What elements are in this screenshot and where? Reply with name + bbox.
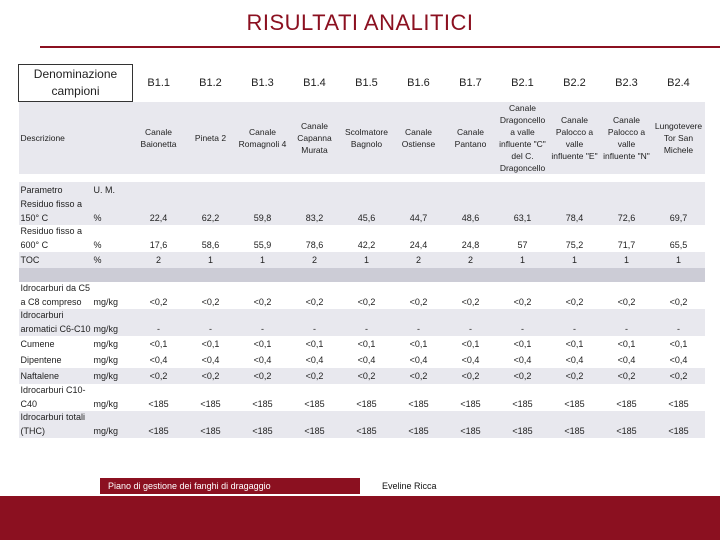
parameter-label-line1: Idrocarburi da C5 <box>19 282 93 295</box>
value-cell: <185 <box>653 424 705 438</box>
parameter-label: Naftalene <box>19 368 93 384</box>
value-cell: <185 <box>445 397 497 411</box>
value-cell: <185 <box>497 397 549 411</box>
band-cell <box>19 268 705 282</box>
value-cell: - <box>497 322 549 336</box>
value-cell: - <box>133 322 185 336</box>
value-cell: <0,4 <box>393 352 445 368</box>
sample-description-cell: Canale Palocco a valle influente "E" <box>549 102 601 174</box>
parameter-label-line2: aromatici C6-C10 <box>20 323 91 334</box>
parameter-label-line1: Idrocarburi C10- <box>19 384 93 397</box>
sample-id-cell: B1.2 <box>185 65 237 102</box>
value-cell: <0,2 <box>601 295 653 309</box>
parameter-row <box>19 384 705 397</box>
parameter-label-line2: C40 <box>19 397 93 411</box>
value-cell: <0,2 <box>185 368 237 384</box>
value-cell: <0,2 <box>341 368 393 384</box>
sample-description-cell: Canale Baionetta <box>133 102 185 174</box>
value-cell: 57 <box>497 238 549 252</box>
sample-description-cell: Canale Ostiense <box>393 102 445 174</box>
footer-project-title: Piano di gestione dei fanghi di dragaggio <box>100 478 360 494</box>
value-cell: - <box>653 322 705 336</box>
row-spacer <box>93 309 705 322</box>
value-cell: <0,4 <box>185 352 237 368</box>
parameter-label-line2: a C8 compreso <box>19 295 93 309</box>
value-cell: <0,2 <box>393 295 445 309</box>
parameter-unit: mg/kg <box>93 352 133 368</box>
value-cell: 17,6 <box>133 238 185 252</box>
parameter-row <box>19 225 705 238</box>
value-cell: 22,4 <box>133 211 185 225</box>
value-cell: <185 <box>341 397 393 411</box>
sample-name-row <box>19 65 705 102</box>
value-cell: <0,1 <box>185 336 237 352</box>
sample-id-cell: B1.3 <box>237 65 289 102</box>
value-cell: 75,2 <box>549 238 601 252</box>
parameter-row-values <box>19 424 705 438</box>
value-cell: 69,7 <box>653 211 705 225</box>
value-cell: - <box>289 322 341 336</box>
sample-description-cell: Canale Capanna Murata <box>289 102 341 174</box>
value-cell: - <box>549 322 601 336</box>
parameter-unit: mg/kg <box>93 322 133 336</box>
sample-description-cell: Scolmatore Bagnolo <box>341 102 393 174</box>
value-cell: <0,4 <box>289 352 341 368</box>
spacer-row <box>19 174 705 182</box>
value-cell: <0,1 <box>237 336 289 352</box>
parameter-label-line2: 150° C <box>19 211 93 225</box>
value-cell: 72,6 <box>601 211 653 225</box>
value-cell: <0,2 <box>549 368 601 384</box>
value-cell: <0,2 <box>445 295 497 309</box>
value-cell: 24,8 <box>445 238 497 252</box>
parameter-unit: % <box>93 252 133 268</box>
parameter-row <box>19 336 705 352</box>
value-cell: <0,2 <box>601 368 653 384</box>
sample-id-cell: B1.4 <box>289 65 341 102</box>
sample-id-cell: B1.5 <box>341 65 393 102</box>
value-cell: 62,2 <box>185 211 237 225</box>
parameter-header-label: Parametro <box>19 182 93 198</box>
parameter-row <box>19 411 705 424</box>
value-cell: <0,2 <box>497 368 549 384</box>
parameter-row <box>19 352 705 368</box>
value-cell: 1 <box>497 252 549 268</box>
value-cell: <0,4 <box>497 352 549 368</box>
value-cell: 83,2 <box>289 211 341 225</box>
title-divider <box>40 46 720 48</box>
value-cell: 2 <box>393 252 445 268</box>
parameter-unit: mg/kg <box>93 295 133 309</box>
parameter-label-line1: Idrocarburi <box>19 309 93 322</box>
value-cell: <0,2 <box>549 295 601 309</box>
footer-author: Eveline Ricca <box>360 478 700 494</box>
value-cell: - <box>601 322 653 336</box>
sample-id-cell: B2.2 <box>549 65 601 102</box>
parameter-label: Cumene <box>19 336 93 352</box>
value-cell: <0,1 <box>497 336 549 352</box>
parameter-row-values <box>19 238 705 252</box>
value-cell: <0,4 <box>549 352 601 368</box>
value-cell: <0,1 <box>445 336 497 352</box>
parameter-row-values <box>19 397 705 411</box>
parameter-row <box>19 368 705 384</box>
value-cell: 2 <box>289 252 341 268</box>
value-cell: <0,4 <box>601 352 653 368</box>
value-cell: 55,9 <box>237 238 289 252</box>
value-cell: <0,2 <box>237 368 289 384</box>
parameter-unit: mg/kg <box>93 397 133 411</box>
value-cell: <185 <box>133 424 185 438</box>
value-cell: <185 <box>393 397 445 411</box>
value-cell: 78,4 <box>549 211 601 225</box>
value-cell: <185 <box>393 424 445 438</box>
sample-description-cell: Lungotevere Tor San Michele <box>653 102 705 174</box>
parameter-label-line1: Residuo fisso a <box>19 198 93 211</box>
description-row <box>19 102 705 174</box>
value-cell: <0,4 <box>445 352 497 368</box>
sample-id-cell: B2.1 <box>497 65 549 102</box>
sample-description-cell: Canale Romagnoli 4 <box>237 102 289 174</box>
value-cell: <0,2 <box>133 295 185 309</box>
value-cell: <0,2 <box>653 295 705 309</box>
value-cell: 59,8 <box>237 211 289 225</box>
value-cell: 24,4 <box>393 238 445 252</box>
value-cell: <0,2 <box>289 368 341 384</box>
value-cell: 2 <box>445 252 497 268</box>
value-cell: 65,5 <box>653 238 705 252</box>
value-cell: - <box>393 322 445 336</box>
value-cell: 1 <box>549 252 601 268</box>
row-spacer <box>93 411 705 424</box>
parameter-unit: mg/kg <box>93 424 133 438</box>
value-cell: <0,2 <box>653 368 705 384</box>
value-cell: 1 <box>237 252 289 268</box>
value-cell: <185 <box>185 424 237 438</box>
parameter-unit: mg/kg <box>93 336 133 352</box>
section-band-row <box>19 268 705 282</box>
value-cell: 71,7 <box>601 238 653 252</box>
value-cell: <185 <box>445 424 497 438</box>
row-spacer <box>93 282 705 295</box>
results-table <box>18 64 705 438</box>
parameter-label: TOC <box>19 252 93 268</box>
value-cell: <185 <box>601 424 653 438</box>
value-cell: <185 <box>653 397 705 411</box>
parameter-row-values <box>19 322 705 336</box>
value-cell: <0,2 <box>445 368 497 384</box>
value-cell: 1 <box>601 252 653 268</box>
value-cell: <185 <box>185 397 237 411</box>
value-cell: 58,6 <box>185 238 237 252</box>
parameter-row-values <box>19 295 705 309</box>
parameter-row <box>19 282 705 295</box>
value-cell: <185 <box>549 424 601 438</box>
value-cell: <0,4 <box>237 352 289 368</box>
value-cell: <0,4 <box>341 352 393 368</box>
value-cell: 45,6 <box>341 211 393 225</box>
value-cell: 2 <box>133 252 185 268</box>
value-cell: <185 <box>237 424 289 438</box>
parameter-unit: % <box>93 211 133 225</box>
parameter-unit: mg/kg <box>93 368 133 384</box>
value-cell: <185 <box>549 397 601 411</box>
parameter-label: Dipentene <box>19 352 93 368</box>
value-cell: <0,4 <box>133 352 185 368</box>
sample-description-cell: Pineta 2 <box>185 102 237 174</box>
value-cell: <0,2 <box>289 295 341 309</box>
parameter-label-line1: Residuo fisso a <box>19 225 93 238</box>
value-cell: <0,1 <box>549 336 601 352</box>
value-cell: <185 <box>601 397 653 411</box>
unit-header-label: U. M. <box>93 182 133 198</box>
sample-description-cell: Canale Palocco a valle influente "N" <box>601 102 653 174</box>
value-cell: <185 <box>497 424 549 438</box>
sample-description-cell: Canale Pantano <box>445 102 497 174</box>
value-cell: 63,1 <box>497 211 549 225</box>
value-cell: <0,2 <box>393 368 445 384</box>
value-cell: <185 <box>289 397 341 411</box>
value-cell: <0,2 <box>237 295 289 309</box>
value-cell: <0,2 <box>133 368 185 384</box>
value-cell: 1 <box>341 252 393 268</box>
value-cell: 48,6 <box>445 211 497 225</box>
sample-id-cell: B1.7 <box>445 65 497 102</box>
sample-id-cell: B1.1 <box>133 65 185 102</box>
value-cell: - <box>185 322 237 336</box>
sample-description-cell: Canale Dragoncello a valle influente "C" del C. Dragoncello <box>497 102 549 174</box>
value-cell: <0,4 <box>653 352 705 368</box>
value-cell: <185 <box>289 424 341 438</box>
description-label: Descrizione <box>19 102 133 174</box>
row-spacer <box>93 384 705 397</box>
page-title: RISULTATI ANALITICI <box>246 10 474 35</box>
parameter-row-values <box>19 211 705 225</box>
value-cell: <0,1 <box>289 336 341 352</box>
value-cell: <0,1 <box>393 336 445 352</box>
value-cell: <185 <box>133 397 185 411</box>
value-cell: 42,2 <box>341 238 393 252</box>
parameter-row <box>19 309 705 322</box>
parameter-row <box>19 252 705 268</box>
sample-id-cell: B2.4 <box>653 65 705 102</box>
value-cell: <0,2 <box>497 295 549 309</box>
parameter-label-line2: (THC) <box>19 424 93 438</box>
sample-id-cell: B1.6 <box>393 65 445 102</box>
value-cell: 44,7 <box>393 211 445 225</box>
parameter-unit: % <box>93 238 133 252</box>
value-cell: 1 <box>185 252 237 268</box>
row-spacer <box>93 198 705 211</box>
value-cell: <0,2 <box>185 295 237 309</box>
row-spacer <box>93 225 705 238</box>
parameter-header-row <box>19 182 705 198</box>
parameter-label-line1: Idrocarburi totali <box>19 411 93 424</box>
value-cell: <0,1 <box>653 336 705 352</box>
value-cell: - <box>237 322 289 336</box>
value-cell: <185 <box>341 424 393 438</box>
bottom-color-band <box>0 496 720 540</box>
value-cell: <0,2 <box>341 295 393 309</box>
parameter-label-line2: 600° C <box>19 238 93 252</box>
value-cell: - <box>341 322 393 336</box>
parameter-row <box>19 198 705 211</box>
value-cell: - <box>445 322 497 336</box>
value-cell: <0,1 <box>601 336 653 352</box>
value-cell: 1 <box>653 252 705 268</box>
value-cell: 78,6 <box>289 238 341 252</box>
sample-name-label: Denominazione campioni <box>19 65 133 102</box>
value-cell: <0,1 <box>133 336 185 352</box>
sample-id-cell: B2.3 <box>601 65 653 102</box>
value-cell: <0,1 <box>341 336 393 352</box>
value-cell: <185 <box>237 397 289 411</box>
